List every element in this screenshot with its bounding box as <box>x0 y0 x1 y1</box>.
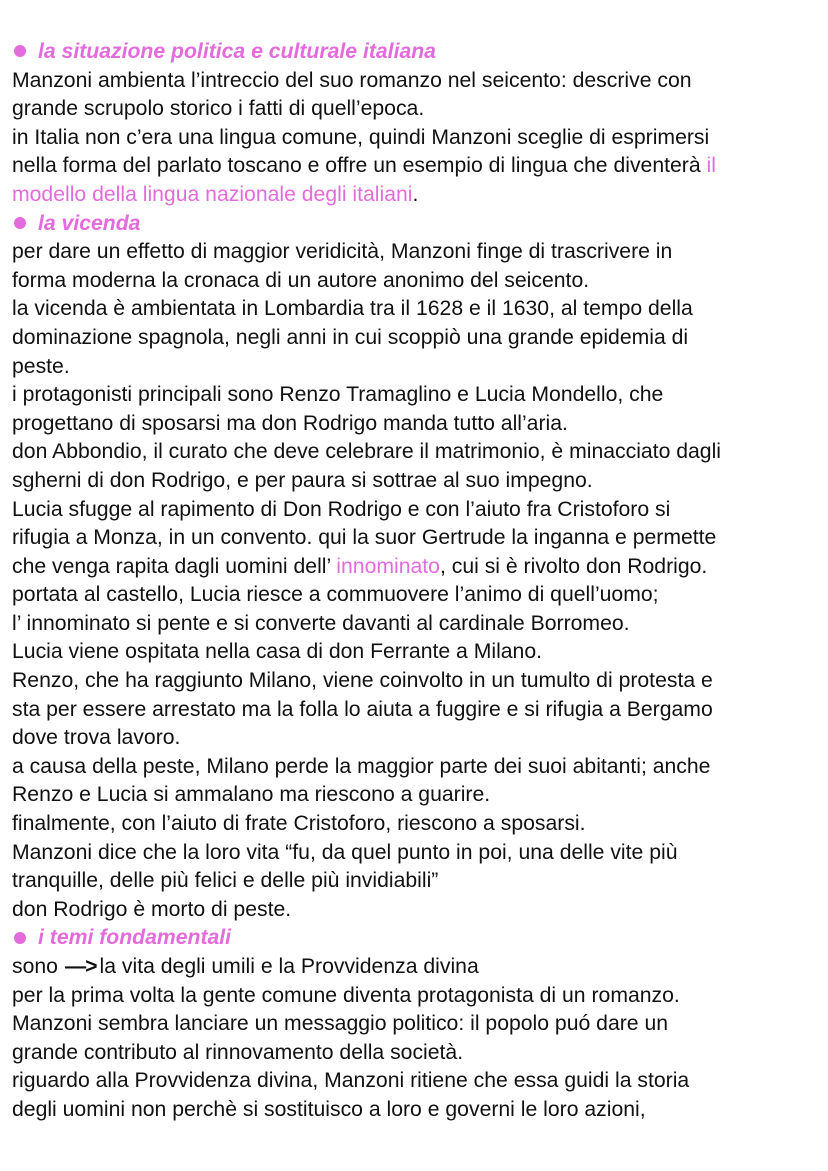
paragraph-line: finalmente, con l’aiuto di frate Cristoforo, riescono a sposarsi. <box>12 812 586 836</box>
paragraph-line: sta per essere arrestato ma la folla lo aiuta a fuggire e si rifugia a Bergamo <box>12 697 713 721</box>
paragraph-line: la vicenda è ambientata in Lombardia tra il 1628 e il 1630, al tempo della <box>12 297 693 321</box>
paragraph-line: don Abbondio, il curato che deve celebrare il matrimonio, è minacciato dagli <box>12 440 722 464</box>
paragraph-line <box>12 953 818 982</box>
paragraph-line: progettano di sposarsi ma don Rodrigo manda tutto all’aria. <box>12 411 568 435</box>
paragraph-line: tranquille, delle più felici e delle più invidiabili” <box>12 869 439 893</box>
paragraph-text: nella forma del parlato toscano e offre un esempio di lingua che diventerà <box>12 154 701 178</box>
paragraph-line: sgherni di don Rodrigo, e per paura si sottrae al suo impegno. <box>12 468 593 492</box>
paragraph-line: forma moderna la cronaca di un autore anonimo del seicento. <box>12 268 590 292</box>
paragraph-line: don Rodrigo è morto di peste. <box>12 897 292 921</box>
paragraph-line: grande contributo al rinnovamento della società. <box>12 1040 464 1064</box>
paragraph-text: , cui si è rivolto don Rodrigo. <box>439 554 708 578</box>
section-heading-text: la vicenda <box>38 211 141 235</box>
paragraph-line: per dare un effetto di maggior veridicità, Manzoni finge di trascrivere in <box>12 240 673 264</box>
paragraph-line: portata al castello, Lucia riesce a commuovere l’animo di quell’uomo; <box>12 583 659 607</box>
paragraph-line <box>12 553 818 582</box>
paragraph-line: Renzo e Lucia si ammalano ma riescono a guarire. <box>12 783 491 807</box>
paragraph-line: Lucia sfugge al rapimento di Don Rodrigo e con l’aiuto fra Cristoforo si <box>12 497 671 521</box>
paragraph-line: Manzoni sembra lanciare un messaggio politico: il popolo puó dare un <box>12 1012 669 1036</box>
paragraph-line <box>12 181 818 210</box>
section-heading-temi <box>12 924 818 953</box>
paragraph-line: dominazione spagnola, negli anni in cui scoppiò una grande epidemia di <box>12 325 689 349</box>
paragraph-text: che venga rapita dagli uomini dell’ <box>12 554 337 578</box>
paragraph-line: rifugia a Monza, in un convento. qui la suor Gertrude la inganna e permette <box>12 526 717 550</box>
document-page <box>12 38 818 1125</box>
paragraph-line: riguardo alla Provvidenza divina, Manzoni ritiene che essa guidi la storia <box>12 1069 690 1093</box>
arrow-icon: —> <box>64 955 97 978</box>
bullet-icon <box>14 217 26 229</box>
highlighted-text: modello della lingua nazionale degli italiani <box>12 182 413 206</box>
bullet-icon <box>14 45 26 57</box>
paragraph-text: la vita degli umili e la Provvidenza divina <box>99 955 479 978</box>
section-heading-political-cultural <box>12 38 818 67</box>
paragraph-line: in Italia non c’era una lingua comune, quindi Manzoni sceglie di esprimersi <box>12 125 710 149</box>
bullet-icon <box>14 932 26 944</box>
paragraph-line: Manzoni ambienta l’intreccio del suo romanzo nel seicento: descrive con <box>12 68 692 92</box>
paragraph-line <box>12 152 818 181</box>
paragraph-line: l’ innominato si pente e si converte davanti al cardinale Borromeo. <box>12 611 630 635</box>
paragraph-line: Renzo, che ha raggiunto Milano, viene coinvolto in un tumulto di protesta e <box>12 669 713 693</box>
section-heading-text: la situazione politica e culturale italiana <box>38 40 436 63</box>
highlighted-text: innominato <box>336 554 440 578</box>
paragraph-line: Manzoni dice che la loro vita “fu, da quel punto in poi, una delle vite più <box>12 840 678 864</box>
paragraph-line: a causa della peste, Milano perde la maggior parte dei suoi abitanti; anche <box>12 754 711 778</box>
paragraph-line: grande scrupolo storico i fatti di quell’epoca. <box>12 97 425 121</box>
paragraph-line: i protagonisti principali sono Renzo Tramaglino e Lucia Mondello, che <box>12 383 664 407</box>
paragraph-text: . <box>412 182 419 206</box>
paragraph-text: sono <box>12 955 58 978</box>
highlighted-text: il <box>706 154 716 178</box>
section-heading-vicenda <box>12 210 818 239</box>
paragraph-line: peste. <box>12 354 70 378</box>
section-heading-text: i temi fondamentali <box>38 926 232 950</box>
paragraph-line: per la prima volta la gente comune diventa protagonista di un romanzo. <box>12 983 680 1007</box>
paragraph-line: degli uomini non perchè si sostituisco a loro e governi le loro azioni, <box>12 1097 646 1121</box>
paragraph-line: dove trova lavoro. <box>12 726 181 750</box>
paragraph-line: Lucia viene ospitata nella casa di don Ferrante a Milano. <box>12 640 543 664</box>
